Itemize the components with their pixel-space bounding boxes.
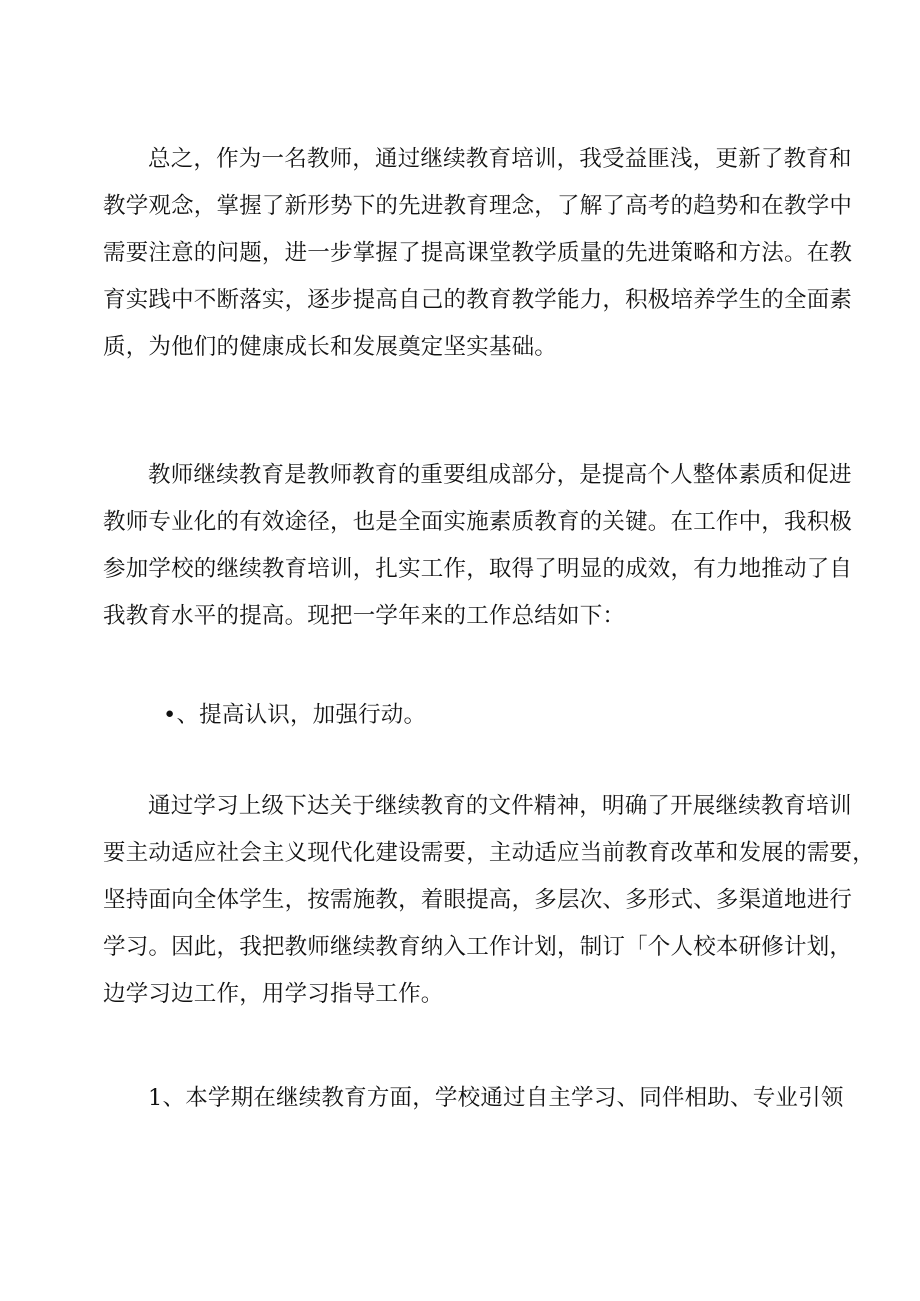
text-line: 1、本学期在继续教育方面，学校通过自主学习、同伴相助、专业引领 [148,1085,844,1111]
text-line: 教学观念，掌握了新形势下的先进教育理念，了解了高考的趋势和在教学中 [103,193,853,219]
text-line: 通过学习上级下达关于继续教育的文件精神，明确了开展继续教育培训 [148,793,852,819]
text-line: 坚持面向全体学生，按需施教，着眼提高，多层次、多形式、多渠道地进行 [103,887,853,913]
text-line: 需要注意的问题，进一步掌握了提高课堂教学质量的先进策略和方法。在教 [103,240,853,266]
text-line: 育实践中不断落实，逐步提高自己的教育教学能力，积极培养学生的全面素 [103,287,853,313]
paragraph-study [103,783,875,1018]
text-line: 教师继续教育是教师教育的重要组成部分，是提高个人整体素质和促进 [148,462,852,488]
paragraph-intro [103,452,853,640]
paragraph-item-1 [103,1075,844,1122]
text-line: 学习。因此，我把教师继续教育纳入工作计划，制订「个人校本研修计划， [103,934,853,960]
text-line: 要主动适应社会主义现代化建设需要，主动适应当前教育改革和发展的需要， [103,840,875,866]
text-line: 边学习边工作，用学习指导工作。 [103,981,444,1007]
text-line: •、提高认识，加强行动。 [163,702,427,728]
text-line: 我教育水平的提高。现把一学年来的工作总结如下： [103,603,626,629]
text-line: 总之，作为一名教师，通过继续教育培训，我受益匪浅，更新了教育和 [148,146,852,172]
section-heading [103,692,823,739]
text-line: 参加学校的继续教育培训，扎实工作，取得了明显的成效，有力地推动了自 [103,556,853,582]
text-line: 质，为他们的健康成长和发展奠定坚实基础。 [103,334,558,360]
paragraph-summary [103,136,853,371]
text-line: 教师专业化的有效途径，也是全面实施素质教育的关键。在工作中，我积极 [103,509,853,535]
